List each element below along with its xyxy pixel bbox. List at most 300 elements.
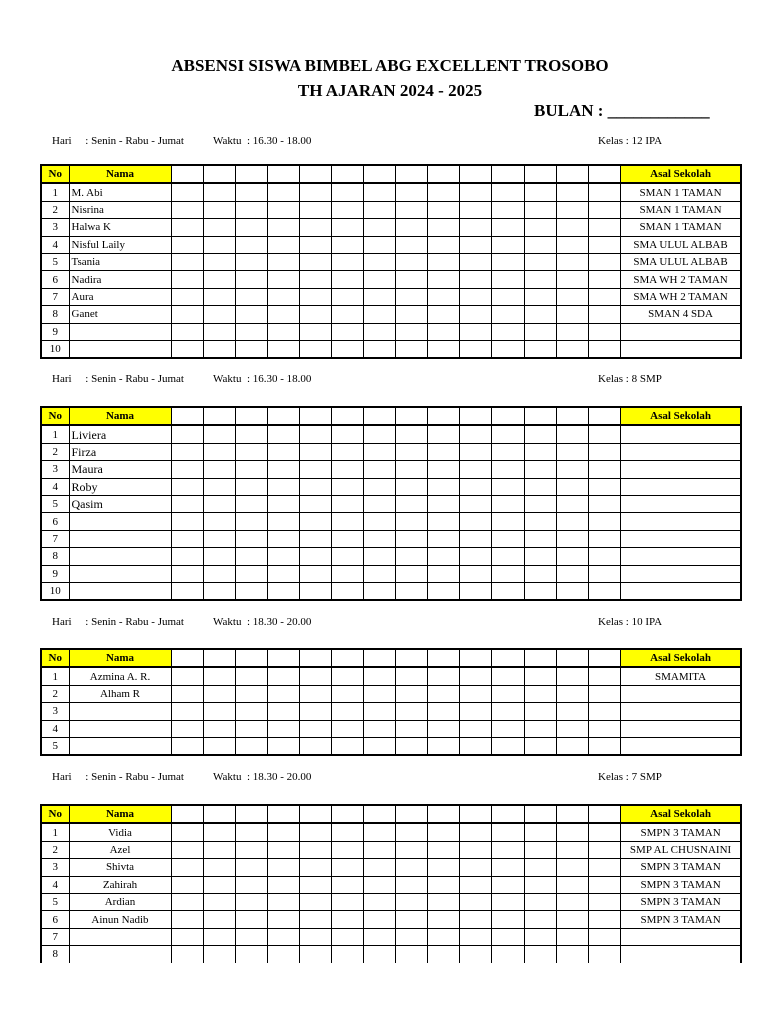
attendance-cell[interactable] xyxy=(267,443,299,460)
attendance-cell[interactable] xyxy=(524,946,556,963)
attendance-cell[interactable] xyxy=(524,306,556,323)
attendance-cell[interactable] xyxy=(524,288,556,305)
attendance-cell[interactable] xyxy=(267,288,299,305)
attendance-cell[interactable] xyxy=(460,340,492,358)
attendance-cell[interactable] xyxy=(428,823,460,841)
attendance-cell[interactable] xyxy=(524,323,556,340)
attendance-cell[interactable] xyxy=(364,859,396,876)
attendance-cell[interactable] xyxy=(524,201,556,218)
attendance-cell[interactable] xyxy=(267,685,299,702)
attendance-cell[interactable] xyxy=(267,720,299,737)
attendance-date-header[interactable] xyxy=(524,805,556,823)
attendance-cell[interactable] xyxy=(267,271,299,288)
attendance-cell[interactable] xyxy=(524,236,556,253)
attendance-cell[interactable] xyxy=(235,928,267,945)
attendance-cell[interactable] xyxy=(364,737,396,755)
attendance-cell[interactable] xyxy=(331,183,363,201)
attendance-cell[interactable] xyxy=(524,911,556,928)
attendance-cell[interactable] xyxy=(203,703,235,720)
attendance-cell[interactable] xyxy=(364,306,396,323)
attendance-cell[interactable] xyxy=(267,565,299,582)
attendance-cell[interactable] xyxy=(364,876,396,893)
attendance-cell[interactable] xyxy=(171,737,203,755)
attendance-cell[interactable] xyxy=(492,582,524,600)
attendance-cell[interactable] xyxy=(524,443,556,460)
attendance-cell[interactable] xyxy=(203,720,235,737)
attendance-cell[interactable] xyxy=(267,703,299,720)
attendance-cell[interactable] xyxy=(556,703,588,720)
attendance-cell[interactable] xyxy=(171,425,203,443)
attendance-cell[interactable] xyxy=(299,911,331,928)
attendance-cell[interactable] xyxy=(299,565,331,582)
attendance-cell[interactable] xyxy=(171,288,203,305)
attendance-cell[interactable] xyxy=(331,443,363,460)
attendance-cell[interactable] xyxy=(460,737,492,755)
attendance-cell[interactable] xyxy=(556,288,588,305)
attendance-cell[interactable] xyxy=(524,685,556,702)
attendance-cell[interactable] xyxy=(203,841,235,858)
attendance-date-header[interactable] xyxy=(299,649,331,667)
attendance-cell[interactable] xyxy=(203,893,235,910)
attendance-cell[interactable] xyxy=(267,323,299,340)
attendance-cell[interactable] xyxy=(235,443,267,460)
attendance-cell[interactable] xyxy=(556,893,588,910)
attendance-cell[interactable] xyxy=(396,253,428,270)
attendance-cell[interactable] xyxy=(203,946,235,963)
attendance-cell[interactable] xyxy=(331,253,363,270)
attendance-cell[interactable] xyxy=(492,288,524,305)
attendance-date-header[interactable] xyxy=(331,649,363,667)
attendance-cell[interactable] xyxy=(428,306,460,323)
attendance-cell[interactable] xyxy=(492,859,524,876)
attendance-cell[interactable] xyxy=(588,340,620,358)
attendance-date-header[interactable] xyxy=(556,407,588,425)
attendance-cell[interactable] xyxy=(524,183,556,201)
attendance-cell[interactable] xyxy=(235,685,267,702)
attendance-date-header[interactable] xyxy=(267,805,299,823)
attendance-cell[interactable] xyxy=(299,271,331,288)
attendance-cell[interactable] xyxy=(235,253,267,270)
attendance-date-header[interactable] xyxy=(492,165,524,183)
attendance-cell[interactable] xyxy=(364,720,396,737)
attendance-cell[interactable] xyxy=(460,685,492,702)
attendance-cell[interactable] xyxy=(460,253,492,270)
attendance-cell[interactable] xyxy=(492,737,524,755)
attendance-cell[interactable] xyxy=(524,928,556,945)
attendance-cell[interactable] xyxy=(396,271,428,288)
attendance-cell[interactable] xyxy=(492,548,524,565)
attendance-cell[interactable] xyxy=(396,425,428,443)
attendance-cell[interactable] xyxy=(396,530,428,547)
attendance-date-header[interactable] xyxy=(588,649,620,667)
attendance-cell[interactable] xyxy=(235,703,267,720)
attendance-cell[interactable] xyxy=(556,667,588,685)
attendance-cell[interactable] xyxy=(428,323,460,340)
attendance-cell[interactable] xyxy=(588,461,620,478)
attendance-date-header[interactable] xyxy=(428,805,460,823)
attendance-cell[interactable] xyxy=(396,946,428,963)
attendance-cell[interactable] xyxy=(588,823,620,841)
attendance-cell[interactable] xyxy=(492,461,524,478)
attendance-cell[interactable] xyxy=(203,859,235,876)
attendance-cell[interactable] xyxy=(235,720,267,737)
attendance-cell[interactable] xyxy=(331,928,363,945)
attendance-cell[interactable] xyxy=(364,219,396,236)
attendance-cell[interactable] xyxy=(556,841,588,858)
attendance-date-header[interactable] xyxy=(588,805,620,823)
attendance-cell[interactable] xyxy=(171,667,203,685)
attendance-cell[interactable] xyxy=(331,461,363,478)
attendance-cell[interactable] xyxy=(235,582,267,600)
attendance-cell[interactable] xyxy=(492,703,524,720)
attendance-cell[interactable] xyxy=(588,513,620,530)
attendance-cell[interactable] xyxy=(556,425,588,443)
attendance-cell[interactable] xyxy=(524,737,556,755)
attendance-cell[interactable] xyxy=(588,859,620,876)
attendance-cell[interactable] xyxy=(524,530,556,547)
attendance-cell[interactable] xyxy=(524,219,556,236)
attendance-cell[interactable] xyxy=(428,236,460,253)
attendance-cell[interactable] xyxy=(428,271,460,288)
attendance-cell[interactable] xyxy=(588,548,620,565)
attendance-cell[interactable] xyxy=(235,737,267,755)
attendance-cell[interactable] xyxy=(428,219,460,236)
attendance-cell[interactable] xyxy=(492,893,524,910)
attendance-cell[interactable] xyxy=(492,565,524,582)
attendance-cell[interactable] xyxy=(460,425,492,443)
attendance-cell[interactable] xyxy=(267,461,299,478)
attendance-cell[interactable] xyxy=(492,236,524,253)
attendance-cell[interactable] xyxy=(492,946,524,963)
attendance-cell[interactable] xyxy=(588,841,620,858)
attendance-cell[interactable] xyxy=(460,461,492,478)
attendance-cell[interactable] xyxy=(556,443,588,460)
attendance-cell[interactable] xyxy=(267,183,299,201)
attendance-cell[interactable] xyxy=(556,565,588,582)
attendance-cell[interactable] xyxy=(364,340,396,358)
attendance-date-header[interactable] xyxy=(235,407,267,425)
attendance-cell[interactable] xyxy=(428,737,460,755)
attendance-cell[interactable] xyxy=(331,876,363,893)
attendance-cell[interactable] xyxy=(171,219,203,236)
attendance-cell[interactable] xyxy=(203,461,235,478)
attendance-cell[interactable] xyxy=(460,548,492,565)
attendance-cell[interactable] xyxy=(588,201,620,218)
attendance-cell[interactable] xyxy=(588,425,620,443)
attendance-cell[interactable] xyxy=(428,876,460,893)
attendance-cell[interactable] xyxy=(428,565,460,582)
attendance-date-header[interactable] xyxy=(396,165,428,183)
attendance-date-header[interactable] xyxy=(171,407,203,425)
attendance-cell[interactable] xyxy=(331,236,363,253)
attendance-cell[interactable] xyxy=(556,685,588,702)
attendance-cell[interactable] xyxy=(492,253,524,270)
attendance-cell[interactable] xyxy=(556,737,588,755)
attendance-cell[interactable] xyxy=(171,685,203,702)
attendance-cell[interactable] xyxy=(364,911,396,928)
attendance-date-header[interactable] xyxy=(235,805,267,823)
attendance-cell[interactable] xyxy=(364,478,396,495)
attendance-cell[interactable] xyxy=(556,236,588,253)
attendance-cell[interactable] xyxy=(524,841,556,858)
attendance-cell[interactable] xyxy=(556,271,588,288)
attendance-cell[interactable] xyxy=(171,841,203,858)
attendance-cell[interactable] xyxy=(492,201,524,218)
attendance-cell[interactable] xyxy=(364,323,396,340)
attendance-cell[interactable] xyxy=(556,219,588,236)
attendance-cell[interactable] xyxy=(524,340,556,358)
attendance-cell[interactable] xyxy=(556,582,588,600)
attendance-cell[interactable] xyxy=(460,823,492,841)
attendance-cell[interactable] xyxy=(299,859,331,876)
attendance-cell[interactable] xyxy=(171,340,203,358)
attendance-cell[interactable] xyxy=(492,478,524,495)
attendance-cell[interactable] xyxy=(428,201,460,218)
attendance-cell[interactable] xyxy=(203,565,235,582)
attendance-cell[interactable] xyxy=(396,876,428,893)
attendance-cell[interactable] xyxy=(492,219,524,236)
attendance-cell[interactable] xyxy=(299,236,331,253)
attendance-date-header[interactable] xyxy=(428,649,460,667)
attendance-cell[interactable] xyxy=(460,530,492,547)
attendance-date-header[interactable] xyxy=(460,165,492,183)
attendance-cell[interactable] xyxy=(203,548,235,565)
attendance-cell[interactable] xyxy=(492,685,524,702)
attendance-cell[interactable] xyxy=(299,478,331,495)
attendance-cell[interactable] xyxy=(428,425,460,443)
attendance-cell[interactable] xyxy=(524,893,556,910)
attendance-cell[interactable] xyxy=(171,582,203,600)
attendance-cell[interactable] xyxy=(171,323,203,340)
attendance-cell[interactable] xyxy=(492,530,524,547)
attendance-cell[interactable] xyxy=(235,306,267,323)
attendance-cell[interactable] xyxy=(428,841,460,858)
attendance-cell[interactable] xyxy=(588,703,620,720)
attendance-cell[interactable] xyxy=(331,911,363,928)
attendance-cell[interactable] xyxy=(556,548,588,565)
attendance-cell[interactable] xyxy=(171,253,203,270)
attendance-cell[interactable] xyxy=(171,236,203,253)
attendance-cell[interactable] xyxy=(460,667,492,685)
attendance-cell[interactable] xyxy=(588,219,620,236)
attendance-cell[interactable] xyxy=(364,443,396,460)
attendance-cell[interactable] xyxy=(588,323,620,340)
attendance-cell[interactable] xyxy=(460,306,492,323)
attendance-cell[interactable] xyxy=(396,841,428,858)
attendance-cell[interactable] xyxy=(588,306,620,323)
attendance-cell[interactable] xyxy=(460,513,492,530)
attendance-date-header[interactable] xyxy=(460,805,492,823)
attendance-cell[interactable] xyxy=(235,893,267,910)
attendance-date-header[interactable] xyxy=(364,805,396,823)
attendance-cell[interactable] xyxy=(492,513,524,530)
attendance-cell[interactable] xyxy=(171,565,203,582)
attendance-date-header[interactable] xyxy=(299,805,331,823)
attendance-cell[interactable] xyxy=(460,443,492,460)
attendance-cell[interactable] xyxy=(588,495,620,512)
attendance-cell[interactable] xyxy=(299,219,331,236)
attendance-cell[interactable] xyxy=(428,288,460,305)
attendance-date-header[interactable] xyxy=(203,649,235,667)
attendance-cell[interactable] xyxy=(428,859,460,876)
attendance-cell[interactable] xyxy=(524,823,556,841)
attendance-cell[interactable] xyxy=(171,306,203,323)
attendance-cell[interactable] xyxy=(556,720,588,737)
attendance-cell[interactable] xyxy=(235,565,267,582)
attendance-cell[interactable] xyxy=(235,183,267,201)
attendance-date-header[interactable] xyxy=(492,407,524,425)
attendance-cell[interactable] xyxy=(396,928,428,945)
attendance-cell[interactable] xyxy=(428,928,460,945)
attendance-cell[interactable] xyxy=(396,236,428,253)
attendance-cell[interactable] xyxy=(203,425,235,443)
attendance-cell[interactable] xyxy=(396,859,428,876)
attendance-cell[interactable] xyxy=(588,737,620,755)
attendance-cell[interactable] xyxy=(588,946,620,963)
attendance-cell[interactable] xyxy=(364,893,396,910)
attendance-cell[interactable] xyxy=(267,253,299,270)
attendance-cell[interactable] xyxy=(396,737,428,755)
attendance-cell[interactable] xyxy=(171,823,203,841)
attendance-cell[interactable] xyxy=(331,425,363,443)
attendance-cell[interactable] xyxy=(171,183,203,201)
attendance-cell[interactable] xyxy=(203,685,235,702)
attendance-cell[interactable] xyxy=(492,306,524,323)
attendance-cell[interactable] xyxy=(588,236,620,253)
attendance-date-header[interactable] xyxy=(364,649,396,667)
attendance-cell[interactable] xyxy=(203,288,235,305)
attendance-cell[interactable] xyxy=(460,271,492,288)
attendance-date-header[interactable] xyxy=(396,649,428,667)
attendance-date-header[interactable] xyxy=(524,407,556,425)
attendance-cell[interactable] xyxy=(203,495,235,512)
attendance-cell[interactable] xyxy=(235,201,267,218)
attendance-cell[interactable] xyxy=(267,548,299,565)
attendance-cell[interactable] xyxy=(267,859,299,876)
attendance-cell[interactable] xyxy=(460,478,492,495)
attendance-cell[interactable] xyxy=(396,219,428,236)
attendance-cell[interactable] xyxy=(396,548,428,565)
attendance-cell[interactable] xyxy=(524,253,556,270)
attendance-cell[interactable] xyxy=(331,271,363,288)
attendance-date-header[interactable] xyxy=(171,649,203,667)
attendance-cell[interactable] xyxy=(428,183,460,201)
attendance-cell[interactable] xyxy=(203,737,235,755)
attendance-cell[interactable] xyxy=(299,461,331,478)
attendance-cell[interactable] xyxy=(171,946,203,963)
attendance-cell[interactable] xyxy=(492,667,524,685)
attendance-cell[interactable] xyxy=(267,530,299,547)
attendance-cell[interactable] xyxy=(203,271,235,288)
attendance-cell[interactable] xyxy=(524,513,556,530)
attendance-cell[interactable] xyxy=(267,928,299,945)
attendance-cell[interactable] xyxy=(460,565,492,582)
attendance-cell[interactable] xyxy=(460,183,492,201)
attendance-cell[interactable] xyxy=(267,946,299,963)
attendance-cell[interactable] xyxy=(203,823,235,841)
attendance-cell[interactable] xyxy=(203,876,235,893)
attendance-cell[interactable] xyxy=(235,859,267,876)
attendance-cell[interactable] xyxy=(235,841,267,858)
attendance-cell[interactable] xyxy=(235,513,267,530)
attendance-cell[interactable] xyxy=(556,323,588,340)
attendance-cell[interactable] xyxy=(267,219,299,236)
attendance-cell[interactable] xyxy=(364,530,396,547)
attendance-cell[interactable] xyxy=(364,513,396,530)
attendance-cell[interactable] xyxy=(588,271,620,288)
attendance-cell[interactable] xyxy=(331,323,363,340)
attendance-cell[interactable] xyxy=(203,306,235,323)
attendance-cell[interactable] xyxy=(331,495,363,512)
attendance-date-header[interactable] xyxy=(203,165,235,183)
attendance-cell[interactable] xyxy=(267,893,299,910)
attendance-cell[interactable] xyxy=(267,841,299,858)
attendance-cell[interactable] xyxy=(235,823,267,841)
attendance-cell[interactable] xyxy=(588,582,620,600)
attendance-cell[interactable] xyxy=(171,893,203,910)
attendance-cell[interactable] xyxy=(235,548,267,565)
attendance-cell[interactable] xyxy=(588,253,620,270)
attendance-cell[interactable] xyxy=(524,425,556,443)
attendance-cell[interactable] xyxy=(524,667,556,685)
attendance-cell[interactable] xyxy=(171,911,203,928)
attendance-cell[interactable] xyxy=(203,323,235,340)
attendance-cell[interactable] xyxy=(299,893,331,910)
attendance-cell[interactable] xyxy=(524,703,556,720)
attendance-cell[interactable] xyxy=(428,253,460,270)
attendance-cell[interactable] xyxy=(235,461,267,478)
attendance-cell[interactable] xyxy=(203,219,235,236)
attendance-cell[interactable] xyxy=(267,911,299,928)
attendance-cell[interactable] xyxy=(235,876,267,893)
attendance-cell[interactable] xyxy=(299,823,331,841)
attendance-cell[interactable] xyxy=(460,703,492,720)
attendance-date-header[interactable] xyxy=(299,407,331,425)
attendance-cell[interactable] xyxy=(299,340,331,358)
attendance-cell[interactable] xyxy=(556,530,588,547)
attendance-cell[interactable] xyxy=(203,253,235,270)
attendance-cell[interactable] xyxy=(492,841,524,858)
attendance-cell[interactable] xyxy=(460,582,492,600)
attendance-cell[interactable] xyxy=(331,548,363,565)
attendance-cell[interactable] xyxy=(331,859,363,876)
attendance-date-header[interactable] xyxy=(267,407,299,425)
attendance-date-header[interactable] xyxy=(396,805,428,823)
attendance-cell[interactable] xyxy=(267,236,299,253)
attendance-cell[interactable] xyxy=(171,271,203,288)
attendance-cell[interactable] xyxy=(492,495,524,512)
attendance-cell[interactable] xyxy=(460,876,492,893)
attendance-cell[interactable] xyxy=(235,478,267,495)
attendance-cell[interactable] xyxy=(299,548,331,565)
attendance-cell[interactable] xyxy=(524,461,556,478)
attendance-date-header[interactable] xyxy=(331,407,363,425)
attendance-cell[interactable] xyxy=(396,323,428,340)
attendance-date-header[interactable] xyxy=(428,165,460,183)
attendance-cell[interactable] xyxy=(556,876,588,893)
attendance-cell[interactable] xyxy=(460,893,492,910)
attendance-cell[interactable] xyxy=(428,911,460,928)
attendance-cell[interactable] xyxy=(331,288,363,305)
attendance-cell[interactable] xyxy=(267,306,299,323)
attendance-cell[interactable] xyxy=(299,703,331,720)
attendance-cell[interactable] xyxy=(331,685,363,702)
attendance-cell[interactable] xyxy=(492,340,524,358)
attendance-cell[interactable] xyxy=(460,323,492,340)
attendance-cell[interactable] xyxy=(556,823,588,841)
attendance-cell[interactable] xyxy=(556,461,588,478)
attendance-date-header[interactable] xyxy=(556,165,588,183)
